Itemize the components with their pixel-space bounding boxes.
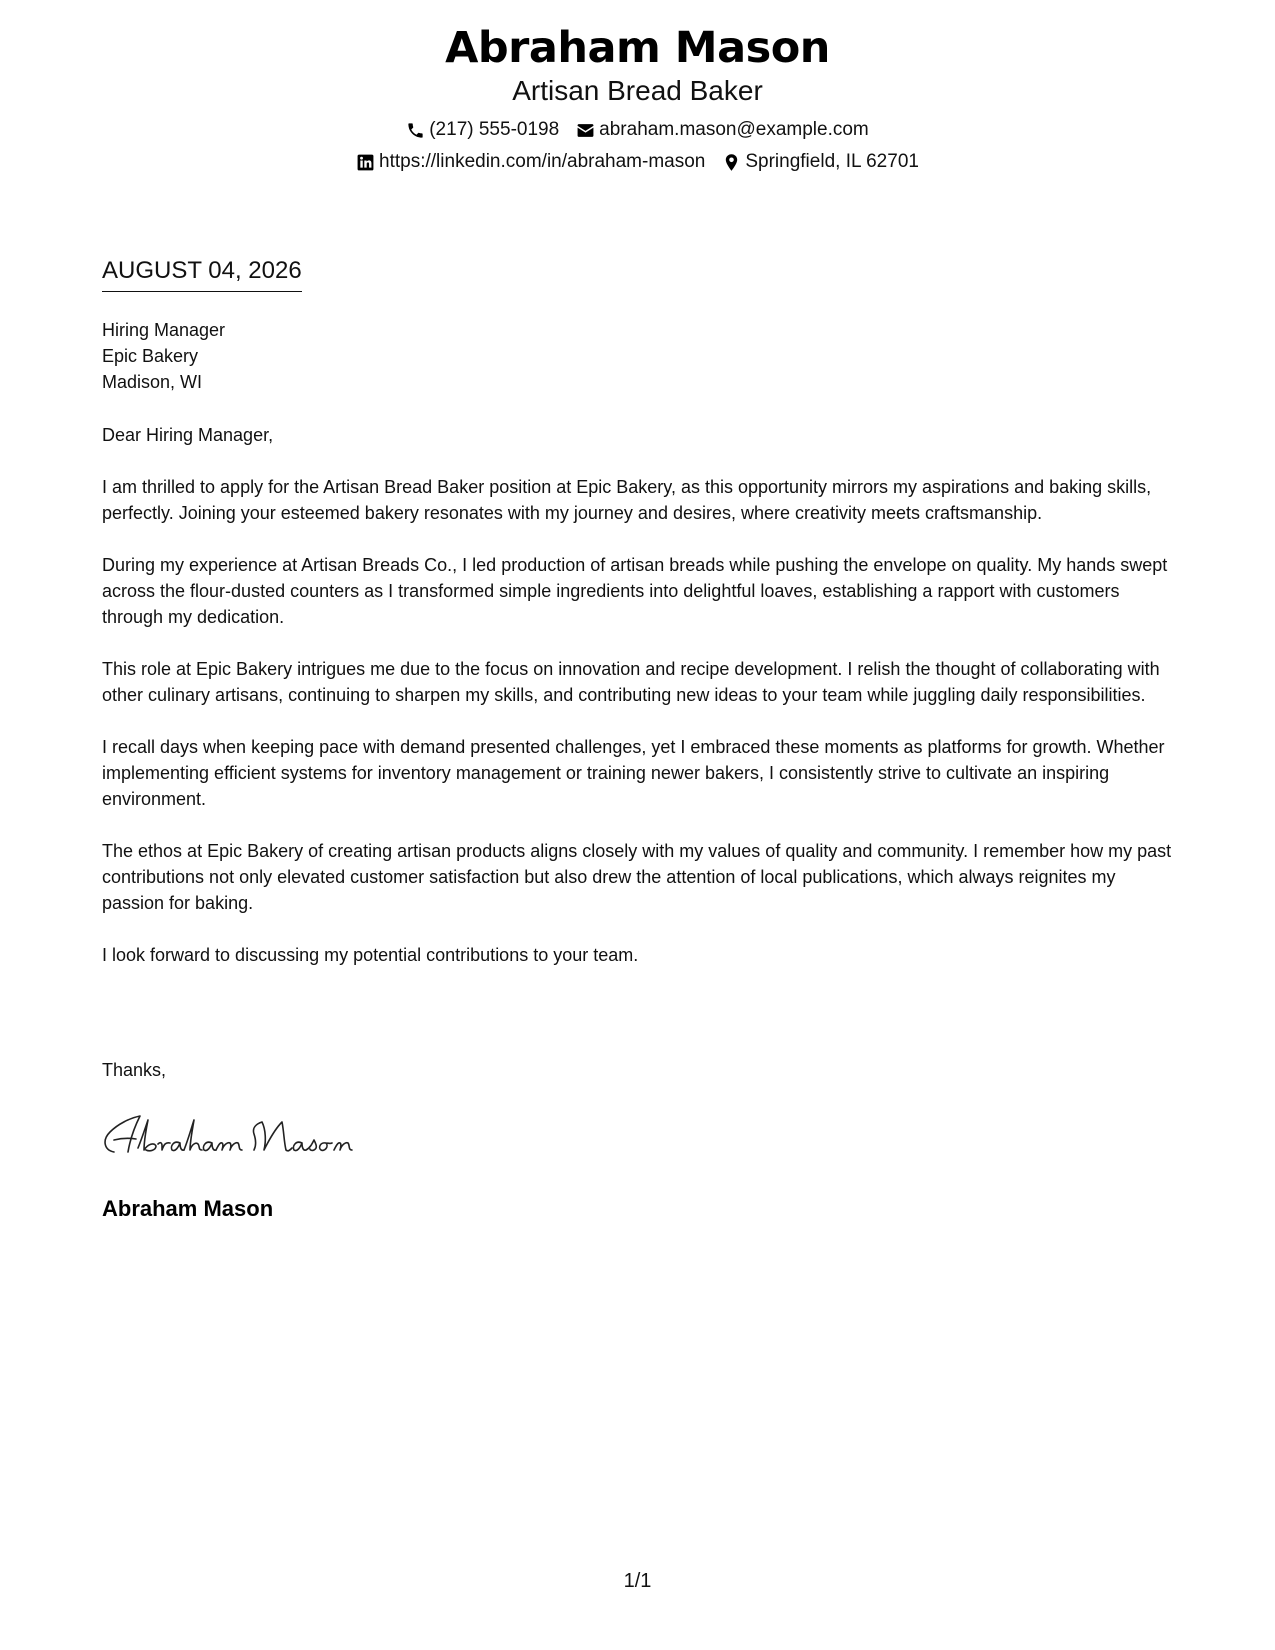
letter-body <box>102 422 1177 994</box>
applicant-role: Artisan Bread Baker <box>512 75 763 106</box>
contact-row-secondary <box>0 150 1275 174</box>
body-paragraph: I look forward to discussing my potential contributions to your team. <box>102 945 639 965</box>
recipient-title: Hiring Manager <box>102 320 226 340</box>
signer-name: Abraham Mason <box>102 1196 274 1221</box>
contact-linkedin[interactable] <box>356 150 705 174</box>
letter-date: AUGUST 04, 2026 <box>102 256 302 292</box>
contact-location <box>722 150 919 174</box>
email-text: abraham.mason@example.com <box>599 119 869 140</box>
recipient-location: Madison, WI <box>102 372 203 392</box>
body-paragraph: I am thrilled to apply for the Artisan Bread Baker position at Epic Bakery, as this opportunity mirrors my aspirations and baking skills, perfectly. Joining your esteemed bakery resonates with my journey and desires, where creativity meets craftsmanship. <box>102 477 1152 523</box>
salutation: Dear Hiring Manager, <box>102 425 274 445</box>
page-number: 1/1 <box>623 1570 652 1592</box>
contact-phone[interactable] <box>406 118 559 142</box>
phone-icon <box>406 121 425 140</box>
closing: Thanks, <box>102 1060 167 1080</box>
map-pin-icon <box>722 153 741 172</box>
letter-header <box>0 22 1275 174</box>
recipient-block <box>102 317 225 395</box>
linkedin-text: https://linkedin.com/in/abraham-mason <box>379 151 706 172</box>
body-paragraph: The ethos at Epic Bakery of creating artisan products aligns closely with my values of quality and community. I remember how my past contributions not only elevated customer satisfaction but also drew the attention of local publications, which always reignites my passion for baking. <box>102 841 1172 913</box>
contact-email[interactable] <box>576 118 869 142</box>
handwritten-signature <box>100 1112 362 1158</box>
location-text: Springfield, IL 62701 <box>745 151 919 172</box>
body-paragraph: I recall days when keeping pace with demand presented challenges, yet I embraced these moments as platforms for growth. Whether implementing efficient systems for inventory management or training newer bakers, I consistently strive to cultivate an inspiring environment. <box>102 737 1165 809</box>
recipient-company: Epic Bakery <box>102 346 199 366</box>
body-paragraph: During my experience at Artisan Breads Co., I led production of artisan breads while pushing the envelope on quality. My hands swept across the flour-dusted counters as I transformed simple ingredients into delightful loaves, establishing a rapport with customers through my dedication. <box>102 555 1168 627</box>
contact-row-primary <box>0 118 1275 142</box>
body-paragraph: This role at Epic Bakery intrigues me due to the focus on innovation and recipe development. I relish the thought of collaborating with other culinary artisans, continuing to sharpen my skills, and contributing new ideas to your team while juggling daily responsibilities. <box>102 659 1160 705</box>
linkedin-icon <box>356 153 375 172</box>
envelope-icon <box>576 121 595 140</box>
phone-text: (217) 555-0198 <box>429 119 560 140</box>
applicant-name: Abraham Mason <box>445 23 830 73</box>
